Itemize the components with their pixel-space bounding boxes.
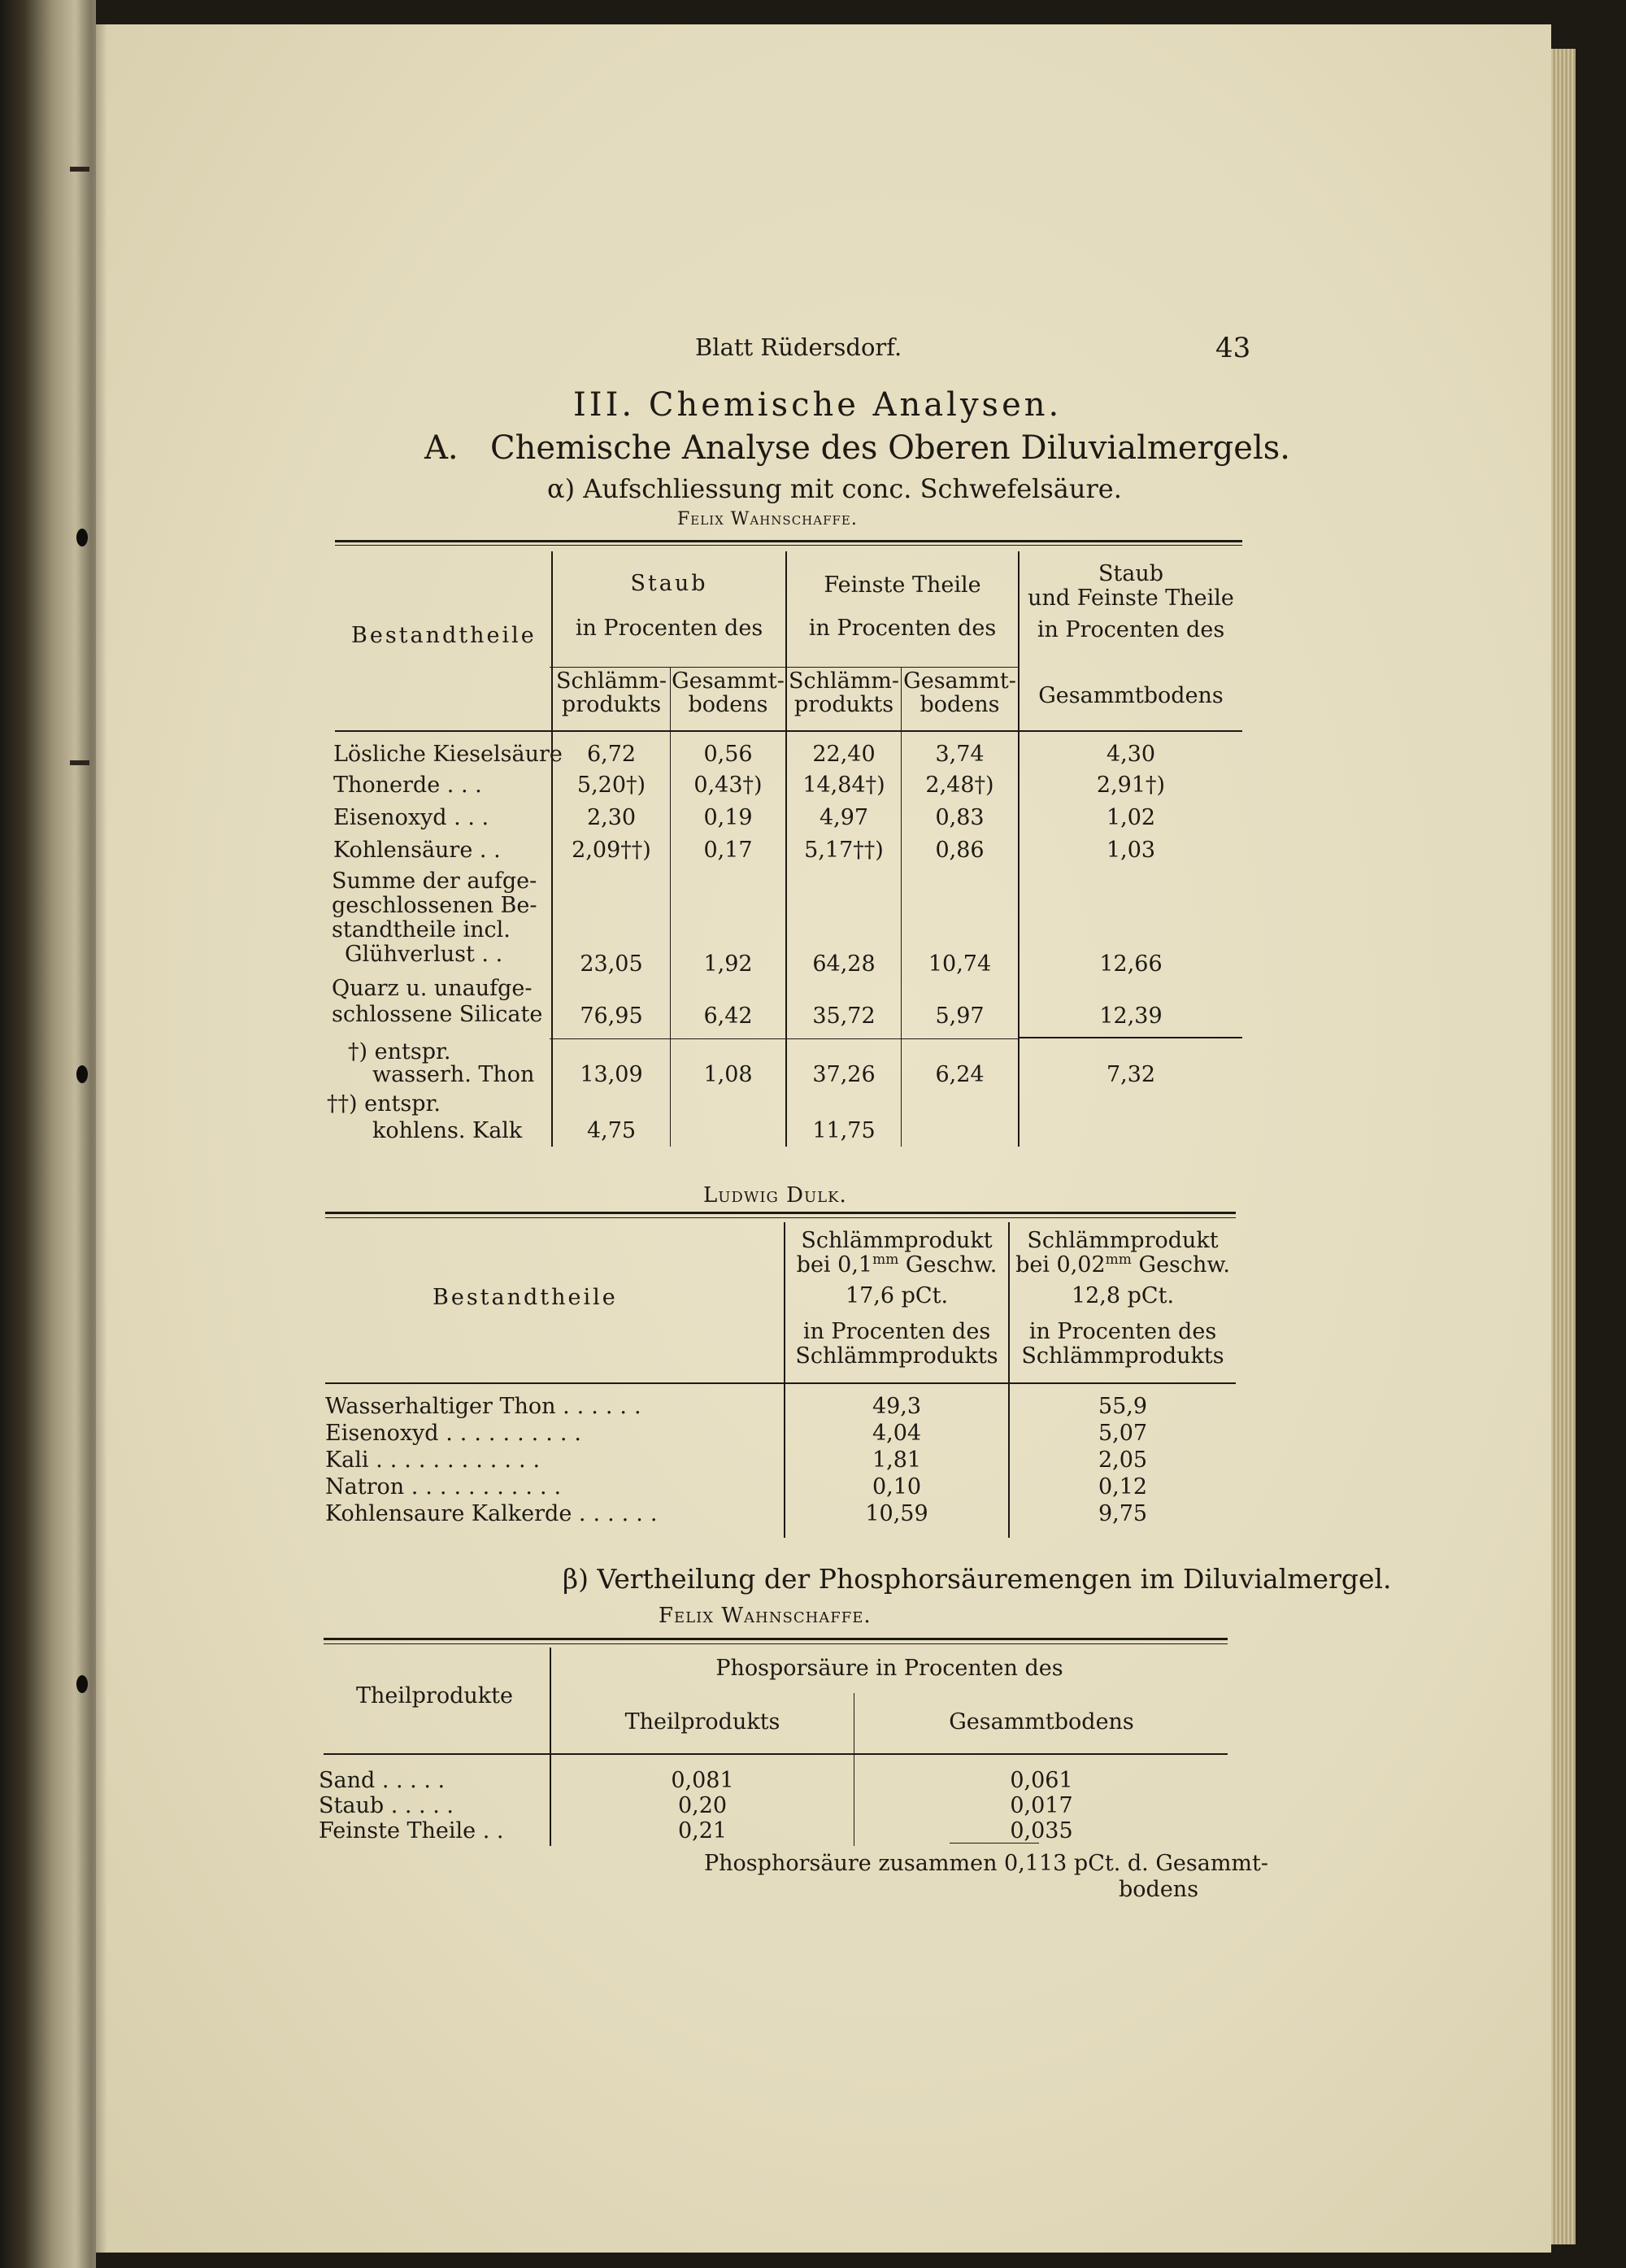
total-line: bodens (1119, 1877, 1199, 1902)
cell-value: 0,035 (1010, 1818, 1073, 1844)
cell-value: 6,72 (586, 742, 637, 767)
row-label: ††) entspr. (327, 1091, 441, 1117)
column-header-line: Schlämmprodukt (1027, 1228, 1219, 1253)
cell-value: 0,10 (872, 1474, 922, 1500)
cell-value: 4,04 (872, 1421, 922, 1446)
cell-value: 0,56 (703, 742, 753, 767)
cell-value: 0,17 (703, 838, 753, 863)
table-rule (335, 545, 1242, 546)
cell-value: 9,75 (1098, 1501, 1148, 1526)
table-rule (550, 667, 1018, 668)
subheader-schlamm: produkts (793, 692, 894, 717)
column-header-feinste: Feinste Theile (824, 572, 981, 598)
row-label: Feinste Theile . . (319, 1818, 504, 1844)
cell-value: 10,74 (928, 951, 992, 977)
cell-value: 4,75 (586, 1118, 637, 1143)
subheader-gesammt: Gesammt- (903, 668, 1016, 694)
column-header-combined: Staub (1098, 561, 1164, 586)
cell-value: 12,39 (1099, 1003, 1163, 1029)
row-label: Eisenoxyd . . . (333, 805, 489, 830)
subheader-schlamm: produkts (561, 692, 662, 717)
column-header-staub-sub: in Procenten des (575, 616, 763, 641)
cell-value: 2,30 (586, 805, 637, 830)
cell-value: 4,97 (819, 805, 869, 830)
row-label: geschlossenen Be- (332, 893, 537, 918)
cell-value: 0,061 (1010, 1768, 1073, 1793)
cell-value: 0,83 (935, 805, 985, 830)
row-label: Staub . . . . . (319, 1793, 454, 1818)
cell-value: 13,09 (580, 1062, 643, 1087)
page-number: 43 (1215, 332, 1251, 364)
row-label: Lösliche Kieselsäure (333, 742, 563, 767)
binding-mark (70, 760, 89, 765)
cell-value: 76,95 (580, 1003, 643, 1029)
cell-value: 6,42 (703, 1003, 753, 1029)
cell-value: 0,081 (671, 1768, 734, 1793)
column-header-line: bei $0,02^{mm}$ Geschw. (1015, 1252, 1230, 1278)
subheader-schlamm: Schlämm- (555, 668, 667, 694)
subheader-schlamm: Schlämm- (788, 668, 900, 694)
table-rule (324, 1638, 1228, 1640)
column-header-line: 12,8 pCt. (1071, 1283, 1175, 1308)
column-header-line: in Procenten des (1028, 1319, 1217, 1344)
binding-hole (76, 1675, 88, 1693)
column-header-gesammtbodens: Gesammtbodens (949, 1709, 1134, 1735)
column-header-combined: und Feinste Theile (1028, 586, 1234, 611)
row-label: †) entspr. (348, 1039, 451, 1064)
row-label: Kohlensaure Kalkerde ...... (325, 1501, 665, 1526)
cell-value: 0,19 (703, 805, 753, 830)
section-title: III. Chemische Analysen. (573, 386, 1063, 424)
table-rule (324, 1643, 1228, 1644)
binding-hole (76, 1065, 88, 1083)
row-label: Natron ........... (325, 1474, 569, 1500)
table-rule (324, 1753, 1228, 1755)
table-rule (325, 1217, 1236, 1218)
table-rule (325, 1212, 1236, 1214)
row-label: Eisenoxyd .......... (325, 1421, 589, 1446)
cell-value: 0,12 (1098, 1474, 1148, 1500)
column-header-line: Schlämmprodukts (795, 1343, 998, 1369)
row-label: Sand . . . . . (319, 1768, 446, 1793)
row-label: Quarz u. unaufge- (332, 976, 533, 1001)
section-a-letter: A. (424, 429, 459, 467)
row-label: Wasserhaltiger Thon ...... (325, 1394, 649, 1419)
subsection-alpha: α) Aufschliessung mit conc. Schwefelsäure. (547, 473, 1122, 504)
cell-value: 2,09††) (572, 838, 651, 863)
cell-value: 23,05 (580, 951, 643, 977)
row-label: schlossene Silicate (332, 1002, 543, 1027)
cell-value: 1,02 (1106, 805, 1156, 830)
cell-value: 1,92 (703, 951, 753, 977)
cell-value: 49,3 (872, 1394, 922, 1419)
cell-value: 37,26 (812, 1062, 876, 1087)
column-header-staub: Staub (630, 571, 708, 596)
column-header-theilprodukts: Theilprodukts (624, 1709, 780, 1735)
column-header-combined: in Procenten des (1037, 617, 1225, 642)
cell-value: 5,20†) (576, 773, 646, 798)
cell-value: 3,74 (935, 742, 985, 767)
spine-shadow (75, 0, 107, 2268)
cell-value: 2,91†) (1096, 773, 1166, 798)
column-header-line: Schlämmprodukt (801, 1228, 993, 1253)
table-rule (335, 730, 1242, 732)
row-label: kohlens. Kalk (372, 1118, 523, 1143)
column-header-combined: Gesammtbodens (1038, 683, 1224, 708)
subheader-gesammt: Gesammt- (672, 668, 785, 694)
row-label: Glühverlust . . (345, 942, 503, 967)
column-header-theilprodukte: Theilprodukte (356, 1683, 513, 1709)
column-header-line: Schlämmprodukts (1021, 1343, 1224, 1369)
table-rule (1020, 1037, 1242, 1038)
column-header-line: in Procenten des (802, 1319, 991, 1344)
column-header-line: bei $0,1^{mm}$ Geschw. (796, 1252, 998, 1278)
subheader-gesammt: bodens (688, 692, 768, 717)
section-a-title: Chemische Analyse des Oberen Diluvialmergels. (490, 429, 1290, 467)
author-credit: Ludwig Dulk. (703, 1183, 847, 1208)
cell-value: 0,43†) (693, 773, 763, 798)
table-rule (325, 1382, 1236, 1384)
table-rule (335, 540, 1242, 542)
cell-value: 1,03 (1106, 838, 1156, 863)
running-title: Blatt Rüdersdorf. (695, 333, 902, 361)
cell-value: 2,05 (1098, 1447, 1148, 1473)
column-header-line: 17,6 pCt. (845, 1283, 949, 1308)
author-credit: Felix Wahnschaffe. (659, 1604, 872, 1628)
cell-value: 22,40 (812, 742, 876, 767)
row-label: Summe der aufge- (332, 868, 537, 894)
cell-value: 5,97 (935, 1003, 985, 1029)
cell-value: 55,9 (1098, 1394, 1148, 1419)
cell-value: 14,84†) (802, 773, 885, 798)
cell-value: 0,21 (677, 1818, 728, 1844)
column-header-bestandtheile: Bestandtheile (433, 1285, 618, 1310)
cell-value: 5,17††) (804, 838, 884, 863)
cell-value: 7,32 (1106, 1062, 1156, 1087)
row-label: Kali ............ (325, 1447, 548, 1473)
cell-value: 6,24 (935, 1062, 985, 1087)
cell-value: 1,81 (872, 1447, 922, 1473)
cell-value: 4,30 (1106, 742, 1156, 767)
cell-value: 0,20 (677, 1793, 728, 1818)
cell-value: 0,017 (1010, 1793, 1073, 1818)
cell-value: 12,66 (1099, 951, 1163, 977)
row-label: Thonerde . . . (333, 773, 482, 798)
cell-value: 11,75 (812, 1118, 876, 1143)
column-header-bestandtheile: Bestandtheile (351, 623, 537, 648)
subsection-beta: β) Vertheilung der Phosphorsäuremengen im Diluvialmergel. (563, 1563, 1392, 1595)
row-label: wasserh. Thon (372, 1062, 535, 1087)
binding-mark (70, 167, 89, 172)
table-rule (550, 1038, 1020, 1039)
row-label: Kohlensäure . . (333, 838, 501, 863)
cell-value: 1,08 (703, 1062, 753, 1087)
cell-value: 35,72 (812, 1003, 876, 1029)
page-block-edge (1551, 49, 1576, 2244)
cell-value: 0,86 (935, 838, 985, 863)
row-label: standtheile incl. (332, 917, 511, 942)
column-header-phosphorsaeure: Phosporsäure in Procenten des (715, 1656, 1063, 1681)
total-line: Phosphorsäure zusammen 0,113 pCt. d. Gesammt- (704, 1851, 1268, 1876)
cell-value: 64,28 (812, 951, 876, 977)
cell-value: 2,48†) (925, 773, 994, 798)
cell-value: 10,59 (865, 1501, 928, 1526)
author-credit: Felix Wahnschaffe. (677, 509, 858, 529)
subheader-gesammt: bodens (920, 692, 1000, 717)
column-header-feinste-sub: in Procenten des (808, 616, 997, 641)
cell-value: 5,07 (1098, 1421, 1148, 1446)
binding-hole (76, 529, 88, 546)
